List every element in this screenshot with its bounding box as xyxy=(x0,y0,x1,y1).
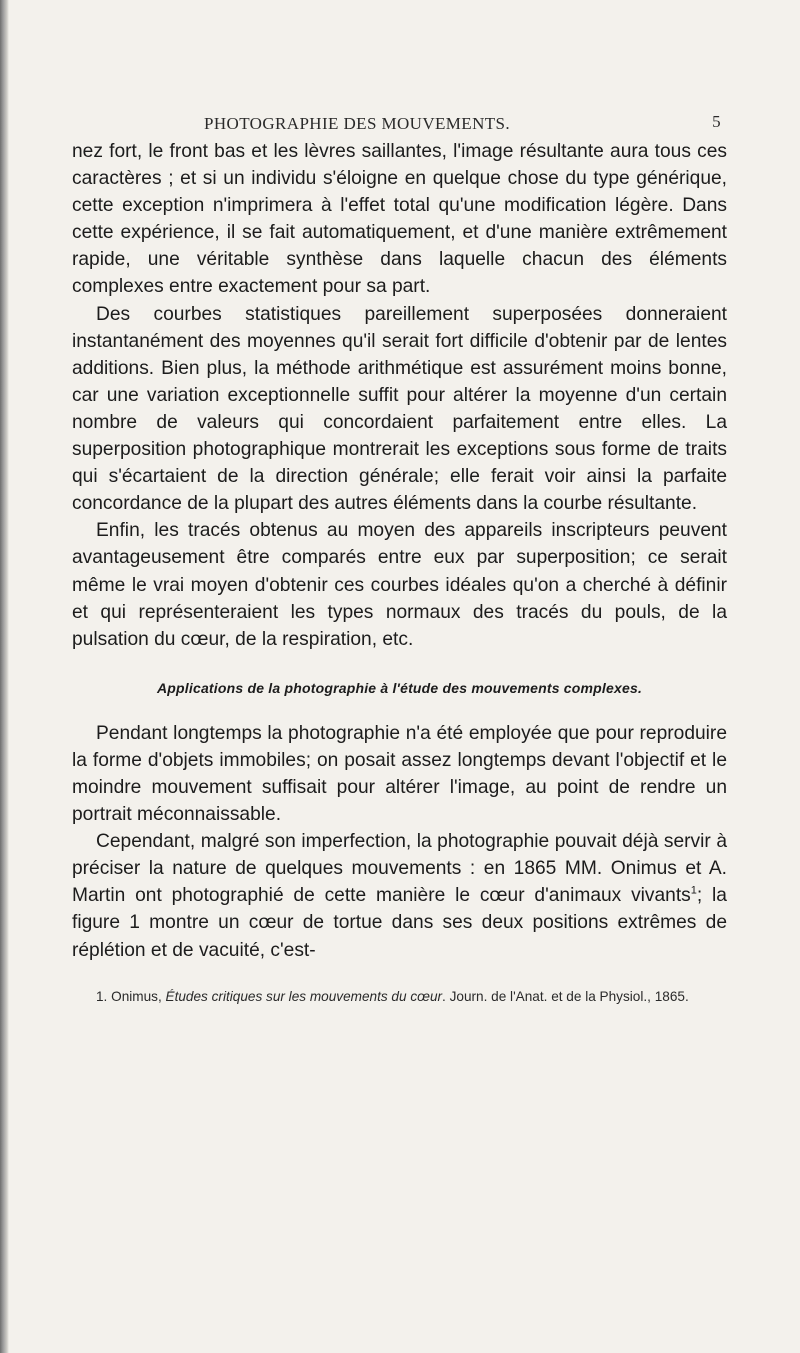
page-binding-edge xyxy=(0,0,9,1353)
paragraph-5 xyxy=(72,828,727,963)
running-head-title: PHOTOGRAPHIE DES MOUVEMENTS. xyxy=(204,114,511,133)
footnote xyxy=(72,988,727,1005)
running-head xyxy=(72,108,727,138)
footnote-journal: . Journ. de l'Anat. et de la Physiol., 1865. xyxy=(442,988,689,1004)
paragraph-4: Pendant longtemps la photographie n'a été employée que pour reproduire la forme d'objets immobiles; on posait assez longtemps devant l'objectif et le moindre mouvement suffisait pour altérer l'image, au point de rendre un portrait méconnaissable. xyxy=(72,722,727,826)
paragraph-2: Des courbes statistiques pareillement superposées donneraient instantanément des moyennes qu'il serait fort difficile d'obtenir par de lentes additions. Bien plus, la méthode arithmétique est assurément moins bonne, car une variation exceptionnelle suffit pour altérer la moyenne d'un certain nombre de valeurs qui concordaient parfaitement entre elles. La superposition photographique montrerait les exceptions sous forme de traits qui s'écartaient de la direction générale; elle ferait voir ainsi la parfaite concordance de la plupart des autres éléments dans la courbe résultante. xyxy=(72,303,727,515)
paragraph-3: Enfin, les tracés obtenus au moyen des appareils inscripteurs peuvent avantageusement être comparés entre eux par superposition; ce serait même le vrai moyen d'obtenir ces courbes idéales qu'on a cherché à définir et qui représenteraient les types normaux des tracés du pouls, de la pulsation du cœur, de la respiration, etc. xyxy=(72,520,727,650)
footnote-number: 1. xyxy=(96,988,108,1004)
footnote-work-title: Études critiques sur les mouvements du cœur xyxy=(165,988,443,1004)
page-number: 5 xyxy=(712,112,721,131)
book-page xyxy=(72,108,727,1005)
paragraph-1: nez fort, le front bas et les lèvres saillantes, l'image résultante aura tous ces caractères ; et si un individu s'éloigne en quelque chose du type générique, cette exception n'imprimera à l'effet total qu'une modification légère. Dans cette expérience, il se fait automatiquement, et d'une manière extrêmement rapide, une véritable synthèse dans laquelle chacun des éléments complexes entre exactement pour sa part. xyxy=(72,141,727,298)
section-title: Applications de la photographie à l'étude des mouvements complexes. xyxy=(156,679,643,696)
footnote-reference: 1 xyxy=(690,884,697,897)
paragraph-5-continuation: ; la figure 1 montre un cœur de tortue dans ses deux positions extrêmes de réplétion et de vacuité, c'est- xyxy=(72,885,727,961)
footnote-author: Onimus, xyxy=(111,988,162,1004)
paragraph-5-text: Cependant, malgré son imperfection, la photographie pouvait déjà servir à préciser la nature de quelques mouvements : en 1865 MM. Onimus et A. Martin ont photographié de cette manière le cœur d'animaux vivants xyxy=(72,831,727,907)
